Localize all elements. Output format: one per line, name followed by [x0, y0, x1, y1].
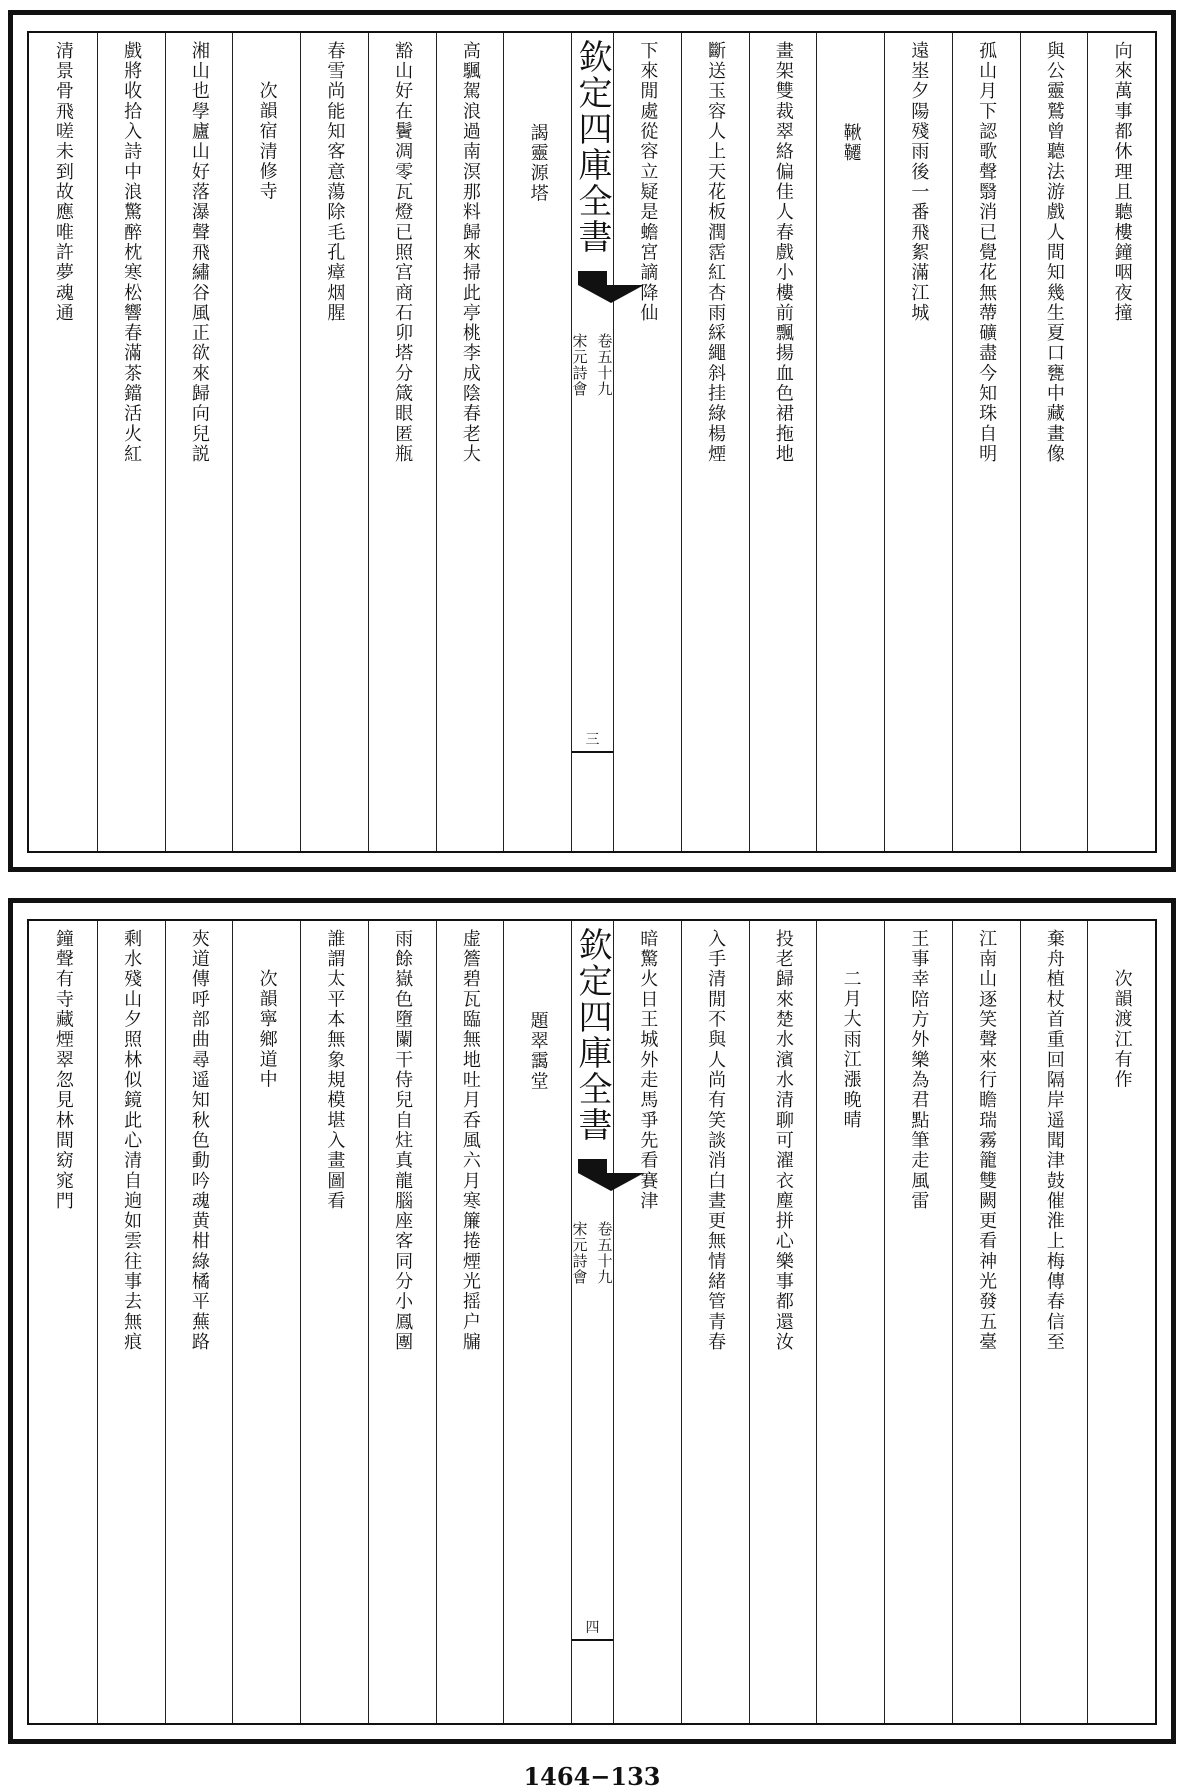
text-column [613, 921, 681, 1723]
column-text: 斷送玉容人上天花板潤霑紅杏雨綵繩斜挂綠楊煙 [705, 41, 727, 465]
volume-label [572, 1221, 613, 1285]
column-text: 題翠靄堂 [527, 1011, 549, 1092]
top-page [0, 0, 1184, 880]
column-text: 虚簷碧瓦臨無地吐月呑風六月寒簾捲煙光摇户牖 [459, 929, 481, 1353]
text-column [97, 921, 165, 1723]
text-column [884, 33, 952, 851]
text-column [97, 33, 165, 851]
column-text: 高颿駕浪過南溟那料歸來掃此亭桃李成陰春老大 [459, 41, 481, 465]
volume-number: 卷五十九 [595, 1221, 614, 1285]
column-text: 與公靈鷲曾聽法游戲人間知幾生夏口甕中藏畫像 [1043, 41, 1065, 465]
collection-name: 宋元詩會 [570, 1221, 589, 1285]
text-column [1020, 33, 1088, 851]
page-frame [8, 898, 1176, 1744]
column-text: 王事幸陪方外樂為君點筆走風雷 [908, 929, 930, 1212]
column-text: 畫架雙裁翠絡偏佳人春戲小樓前飄揚血色裙拖地 [772, 41, 794, 465]
text-column [749, 921, 817, 1723]
text-column [368, 921, 436, 1723]
text-column [1020, 921, 1088, 1723]
page-reference: 1464−133 [523, 1762, 661, 1791]
column-text: 戲將收拾入詩中浪驚醉枕寒松響春滿茶鐺活火紅 [121, 41, 143, 465]
bottom-page [0, 888, 1184, 1752]
text-column [232, 921, 300, 1723]
text-column [613, 33, 681, 851]
volume-label [572, 333, 613, 397]
text-column [165, 921, 233, 1723]
center-margin [571, 33, 613, 851]
text-column [300, 921, 368, 1723]
page-frame [8, 10, 1176, 872]
text-column [1087, 33, 1155, 851]
page-number: 四 [585, 1620, 600, 1636]
text-block [27, 31, 1157, 853]
column-text: 二月大雨江漲晚晴 [840, 969, 862, 1131]
book-title: 欽定四庫全書 [572, 39, 612, 255]
column-text: 湘山也學廬山好落瀑聲飛繡谷風正欲來歸向兒説 [188, 41, 210, 465]
column-text: 剩水殘山夕照林似鏡此心清自逈如雲往事去無痕 [121, 929, 143, 1353]
book-title: 欽定四庫全書 [572, 927, 612, 1143]
text-column [232, 33, 300, 851]
column-text: 次韻渡江有作 [1111, 969, 1133, 1090]
page-number: 三 [585, 732, 600, 748]
column-text: 鞦韆 [840, 123, 862, 164]
fish-tail-mark [578, 1159, 607, 1195]
text-block [27, 919, 1157, 1725]
text-column [165, 33, 233, 851]
column-text: 鐘聲有寺藏煙翠忽見林間窈窕門 [52, 929, 74, 1212]
text-column [503, 921, 571, 1723]
text-column [681, 33, 749, 851]
text-column [1087, 921, 1155, 1723]
column-text: 次韻宿清修寺 [256, 81, 278, 202]
column-text: 暗驚火日王城外走馬爭先看賽津 [637, 929, 659, 1212]
fish-tail-mark [578, 271, 607, 307]
text-column [681, 921, 749, 1723]
column-text: 下來閒處從容立疑是蟾宮謫降仙 [637, 41, 659, 324]
text-column [749, 33, 817, 851]
text-column [816, 33, 884, 851]
text-column [436, 921, 504, 1723]
text-column [816, 921, 884, 1723]
column-text: 入手清閒不與人尚有笑談消白晝更無情緒管青春 [705, 929, 727, 1353]
text-column [368, 33, 436, 851]
column-text: 向來萬事都休理且聽樓鐘咽夜撞 [1111, 41, 1133, 324]
column-text: 遠埊夕陽殘雨後一番飛絮滿江城 [908, 41, 930, 324]
text-column [436, 33, 504, 851]
column-text: 夾道傳呼部曲尋遥知秋色動吟魂黄柑綠橘平蕪路 [188, 929, 210, 1353]
margin-rule [572, 751, 613, 753]
column-text: 誰謂太平本無象規模堪入畫圖看 [324, 929, 346, 1212]
text-column [952, 33, 1020, 851]
column-text: 雨餘嶽色墮闌干侍兒自炷真龍腦座客同分小鳳團 [392, 929, 414, 1353]
text-column [29, 33, 97, 851]
volume-number: 卷五十九 [595, 333, 614, 397]
center-margin [571, 921, 613, 1723]
column-text: 江南山逐笑聲來行瞻瑞霧籠雙闕更看神光發五臺 [976, 929, 998, 1353]
text-column [29, 921, 97, 1723]
column-text: 投老歸來楚水濱水清聊可濯衣塵拼心樂事都還汝 [772, 929, 794, 1353]
text-column [884, 921, 952, 1723]
text-column [503, 33, 571, 851]
column-text: 謁靈源塔 [527, 123, 549, 204]
collection-name: 宋元詩會 [570, 333, 589, 397]
column-text: 次韻寧鄉道中 [256, 969, 278, 1090]
margin-rule [572, 1639, 613, 1641]
text-column [300, 33, 368, 851]
column-text: 清景骨飛嗟未到故應唯許夢魂通 [52, 41, 74, 324]
column-text: 豁山好在鬢凋零瓦燈已照宫商石卯塔分箴眼匿瓶 [392, 41, 414, 465]
column-text: 春雪尚能知客意蕩除毛孔瘴烟腥 [324, 41, 346, 324]
column-text: 孤山月下認歌聲翳消已覺花無蔕礦盡今知珠自明 [976, 41, 998, 465]
column-text: 棄舟植杖首重回隔岸遥聞津鼓催淮上梅傳春信至 [1043, 929, 1065, 1353]
text-column [952, 921, 1020, 1723]
